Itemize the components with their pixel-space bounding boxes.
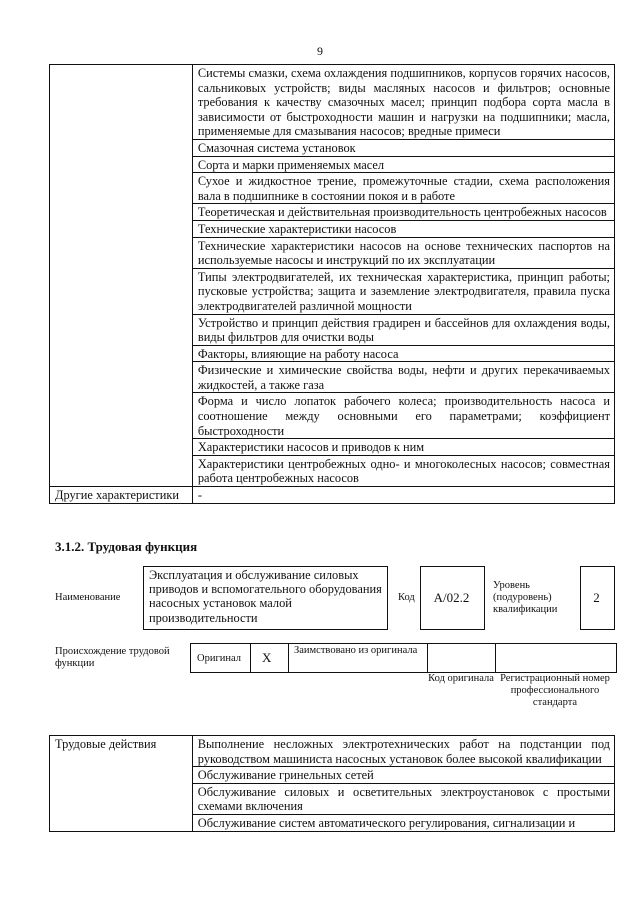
origin-label: Происхождение трудовой функции <box>55 646 170 669</box>
knowledge-item: Технические характеристики насосов <box>192 220 614 237</box>
table-row <box>50 65 615 140</box>
knowledge-item: Сорта и марки применяемых масел <box>192 156 614 173</box>
reg-caption: Регистрационный номер профессионального стандарта <box>500 673 610 708</box>
borrowed-label: Заимствовано из оригинала <box>294 645 418 656</box>
knowledge-item: Технические характеристики насосов на основе технических паспортов на используемые насосы и инструкций по их эксплуатации <box>192 237 614 268</box>
action-item: Обслуживание гринельных сетей <box>192 767 614 784</box>
code-caption: Код оригинала <box>428 673 494 684</box>
other-characteristics-label: Другие характеристики <box>50 487 193 504</box>
original-label: Оригинал <box>197 653 241 664</box>
section-title: 3.1.2. Трудовая функция <box>55 539 198 554</box>
name-label: Наименование <box>55 592 121 603</box>
page-number: 9 <box>317 44 323 58</box>
action-item: Обслуживание силовых и осветительных электроустановок с простыми схемами включения <box>192 783 614 814</box>
row-label-cell <box>50 65 193 487</box>
knowledge-item: Характеристики центробежных одно- и многоколесных насосов; совместная работа центробежных насосов <box>192 455 614 486</box>
knowledge-item: Физические и химические свойства воды, нефти и других перекачиваемых жидкостей, а также газа <box>192 362 614 393</box>
level-value: 2 <box>593 590 600 605</box>
action-item: Обслуживание систем автоматического регулирования, сигнализации и <box>192 814 614 831</box>
knowledge-item: Теоретическая и действительная производительность центробежных насосов <box>192 204 614 221</box>
function-name: Эксплуатация и обслуживание силовых приводов и вспомогательного оборудования насосных установок малой производительности <box>149 568 382 625</box>
knowledge-item: Сухое и жидкостное трение, промежуточные стадии, схема расположения вала в подшипнике в состоянии покоя и в работе <box>192 173 614 204</box>
code-label: Код <box>398 592 415 603</box>
knowledge-item: Типы электродвигателей, их техническая характеристика, принцип работы; пусковые устройства; защита и заземление электродвигателя, правила пуска электродвигателей различной мощности <box>192 268 614 314</box>
knowledge-item: Форма и число лопаток рабочего колеса; производительность насоса и соотношение между основными его параметрами; коэффициент быстроходности <box>192 393 614 439</box>
table-row <box>50 736 615 767</box>
code-value: А/02.2 <box>433 590 470 605</box>
knowledge-item: Характеристики насосов и приводов к ним <box>192 439 614 456</box>
action-item: Выполнение несложных электротехнических работ на подстанции под руководством машиниста насосных установок более высокой квалификации <box>192 736 614 767</box>
actions-table <box>49 735 615 832</box>
other-characteristics-row <box>50 487 615 504</box>
knowledge-item: Смазочная система установок <box>192 139 614 156</box>
other-characteristics-value: - <box>192 487 614 504</box>
knowledge-item: Системы смазки, схема охлаждения подшипников, корпусов горячих насосов, сальниковых устройств; виды масляных насосов и фильтров; основные требования к качеству смазочных масел; принцип подбора сорта масла в зависимости от быстроходности машин и нагрузки на подшипники; масла, применяемые для смазывания насосов; вредные примеси <box>192 65 614 140</box>
actions-label: Трудовые действия <box>50 736 193 832</box>
level-label: Уровень (подуровень) квалификации <box>493 580 558 615</box>
knowledge-item: Устройство и принцип действия градирен и бассейнов для охлаждения воды, виды фильтров для очистки воды <box>192 314 614 345</box>
knowledge-item: Факторы, влияющие на работу насоса <box>192 345 614 362</box>
knowledge-table <box>49 64 615 504</box>
original-mark: X <box>262 650 272 665</box>
